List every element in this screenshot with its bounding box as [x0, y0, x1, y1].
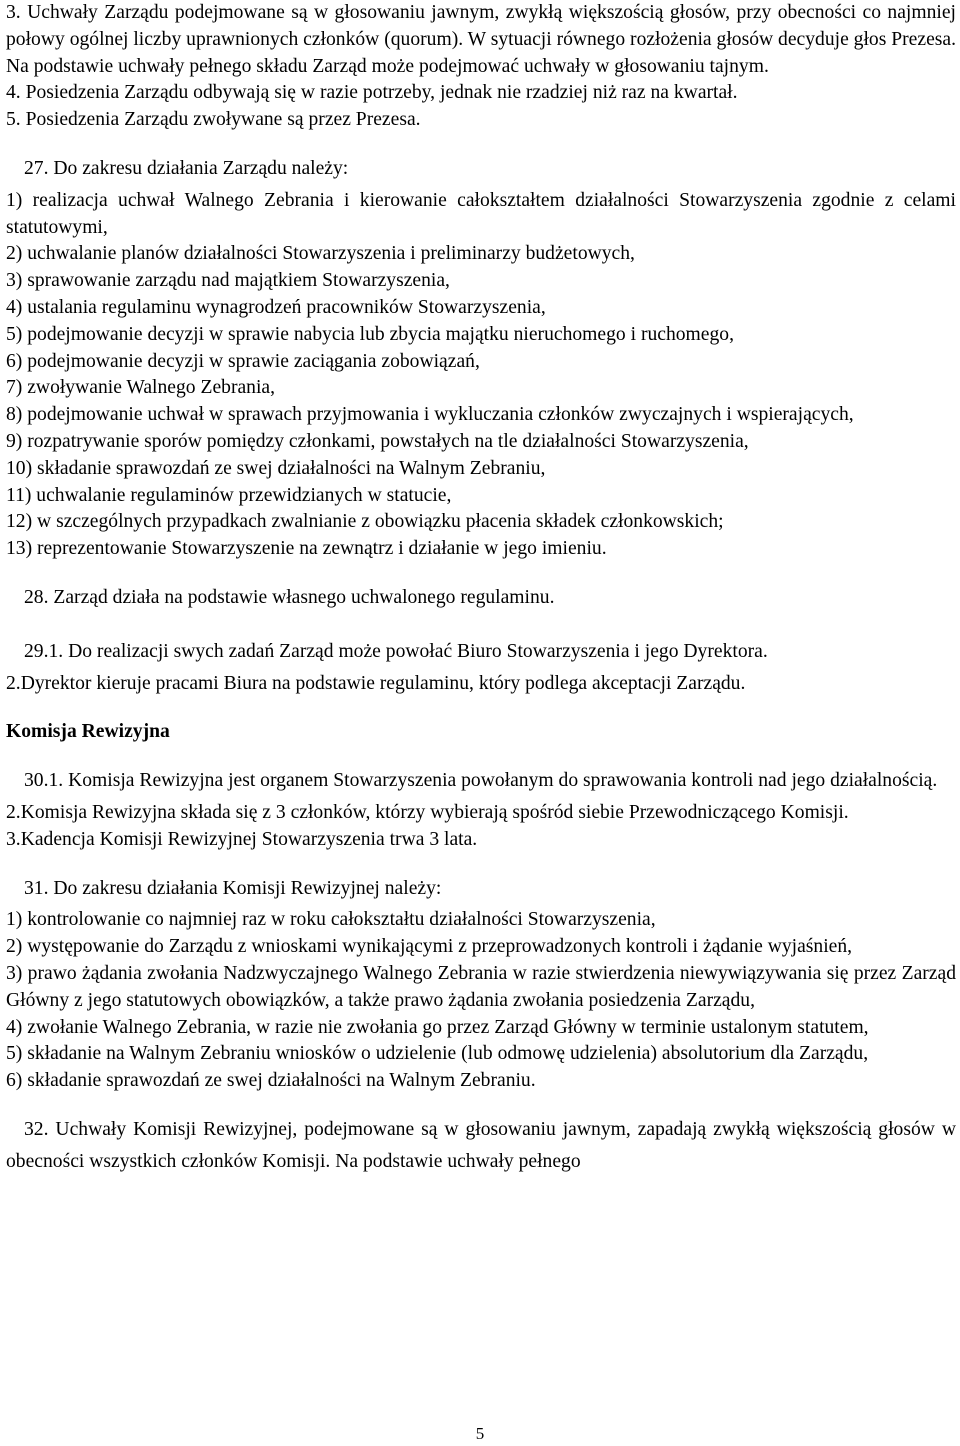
list-item: 5) składanie na Walnym Zebraniu wniosków o udzielenie (lub odmowę udzielenia) absolutorium dla Zarządu, — [6, 1043, 869, 1065]
section-mark-icon — [6, 881, 24, 908]
paragraph-26-3: 3. Uchwały Zarządu podejmowane są w głosowaniu jawnym, zwykłą większością głosów, przy obecności co najmniej połowy ogólnej liczby uprawnionych członków (quorum). W sytuacji równego rozłożenia głosów decyduje głos Prezesa. Na podstawie uchwały pełnego składu Zarząd może podejmować uchwały w głosowaniu tajnym. — [6, 2, 956, 77]
section-31-list — [6, 907, 956, 1095]
section-30-1: 30.1. Komisja Rewizyjna jest organem Stowarzyszenia powołanym do sprawowania kontroli nad jego działalnością. — [6, 768, 956, 800]
list-item: 3) sprawowanie zarządu nad majątkiem Stowarzyszenia, — [6, 270, 450, 292]
section-27-intro: 27. Do zakresu działania Zarządu należy: — [6, 156, 956, 188]
section-32: 32. Uchwały Komisji Rewizyjnej, podejmowane są w głosowaniu jawnym, zapadają zwykłą większością głosów w obecności wszystkich członków Komisji. Na podstawie uchwały pełnego — [6, 1118, 956, 1172]
section-30-3: 3.Kadencja Komisji Rewizyjnej Stowarzyszenia trwa 3 lata. — [6, 828, 478, 850]
list-item: 5) podejmowanie decyzji w sprawie nabycia lub zbycia majątku nieruchomego i ruchomego, — [6, 323, 734, 345]
paragraph-26-4: 4. Posiedzenia Zarządu odbywają się w razie potrzeby, jednak nie rzadziej niż raz na kwartał. — [6, 82, 738, 104]
list-item: 9) rozpatrywanie sporów pomiędzy członkami, powstałych na tle działalności Stowarzyszenia, — [6, 430, 749, 452]
section-mark-icon — [6, 644, 24, 671]
list-item: 1) kontrolowanie co najmniej raz w roku całokształtu działalności Stowarzyszenia, — [6, 909, 656, 931]
section-31-intro: 31. Do zakresu działania Komisji Rewizyjnej należy: — [6, 876, 956, 908]
section-28: 28. Zarząd działa na podstawie własnego uchwalonego regulaminu. — [6, 585, 956, 617]
heading-komisja-rewizyjna: Komisja Rewizyjna — [6, 721, 170, 743]
document-page — [6, 0, 956, 1175]
list-item: 1) realizacja uchwał Walnego Zebrania i kierowanie całokształtem działalności Stowarzyszenia zgodnie z celami statutowymi, — [6, 189, 956, 238]
list-item: 2) występowanie do Zarządu z wnioskami wynikającymi z przeprowadzonych kontroli i żądanie wyjaśnień, — [6, 936, 853, 958]
list-item: 8) podejmowanie uchwał w sprawach przyjmowania i wykluczania członków zwyczajnych i wspierających, — [6, 404, 854, 426]
section-mark-icon — [6, 773, 24, 800]
list-item: 12) w szczególnych przypadkach zwalnianie z obowiązku płacenia składek członkowskich; — [6, 511, 724, 533]
list-item: 7) zwoływanie Walnego Zebrania, — [6, 377, 276, 399]
section-mark-icon — [6, 161, 24, 188]
page-number: 5 — [475, 1424, 485, 1443]
section-29-1: 29.1. Do realizacji swych zadań Zarząd może powołać Biuro Stowarzyszenia i jego Dyrektora. — [6, 639, 956, 671]
section-30-2: 2.Komisja Rewizyjna składa się z 3 członków, którzy wybierają spośród siebie Przewodniczącego Komisji. — [6, 801, 849, 823]
section-29-2: 2.Dyrektor kieruje pracami Biura na podstawie regulaminu, który podlega akceptacji Zarządu. — [6, 672, 746, 694]
list-item: 3) prawo żądania zwołania Nadzwyczajnego Walnego Zebrania w razie stwierdzenia niewywiązywania się przez Zarząd Główny z jego statutowych obowiązków, a także prawo żądania zwołania posiedzenia Zarządu, — [6, 962, 956, 1011]
list-item: 4) ustalania regulaminu wynagrodzeń pracowników Stowarzyszenia, — [6, 296, 546, 318]
paragraph-26-5: 5. Posiedzenia Zarządu zwoływane są przez Prezesa. — [6, 109, 421, 131]
list-item: 2) uchwalanie planów działalności Stowarzyszenia i preliminarzy budżetowych, — [6, 243, 635, 265]
list-item: 13) reprezentowanie Stowarzyszenie na zewnątrz i działanie w jego imieniu. — [6, 538, 607, 560]
list-item: 6) podejmowanie decyzji w sprawie zaciągania zobowiązań, — [6, 350, 480, 372]
list-item: 4) zwołanie Walnego Zebrania, w razie nie zwołania go przez Zarząd Główny w terminie ustalonym statutem, — [6, 1016, 869, 1038]
list-item: 6) składanie sprawozdań ze swej działalności na Walnym Zebraniu. — [6, 1070, 536, 1092]
section-mark-icon — [6, 1122, 24, 1149]
section-27-list — [6, 188, 956, 563]
list-item: 11) uchwalanie regulaminów przewidzianych w statucie, — [6, 484, 452, 506]
list-item: 10) składanie sprawozdań ze swej działalności na Walnym Zebraniu, — [6, 457, 546, 479]
section-mark-icon — [6, 590, 24, 617]
